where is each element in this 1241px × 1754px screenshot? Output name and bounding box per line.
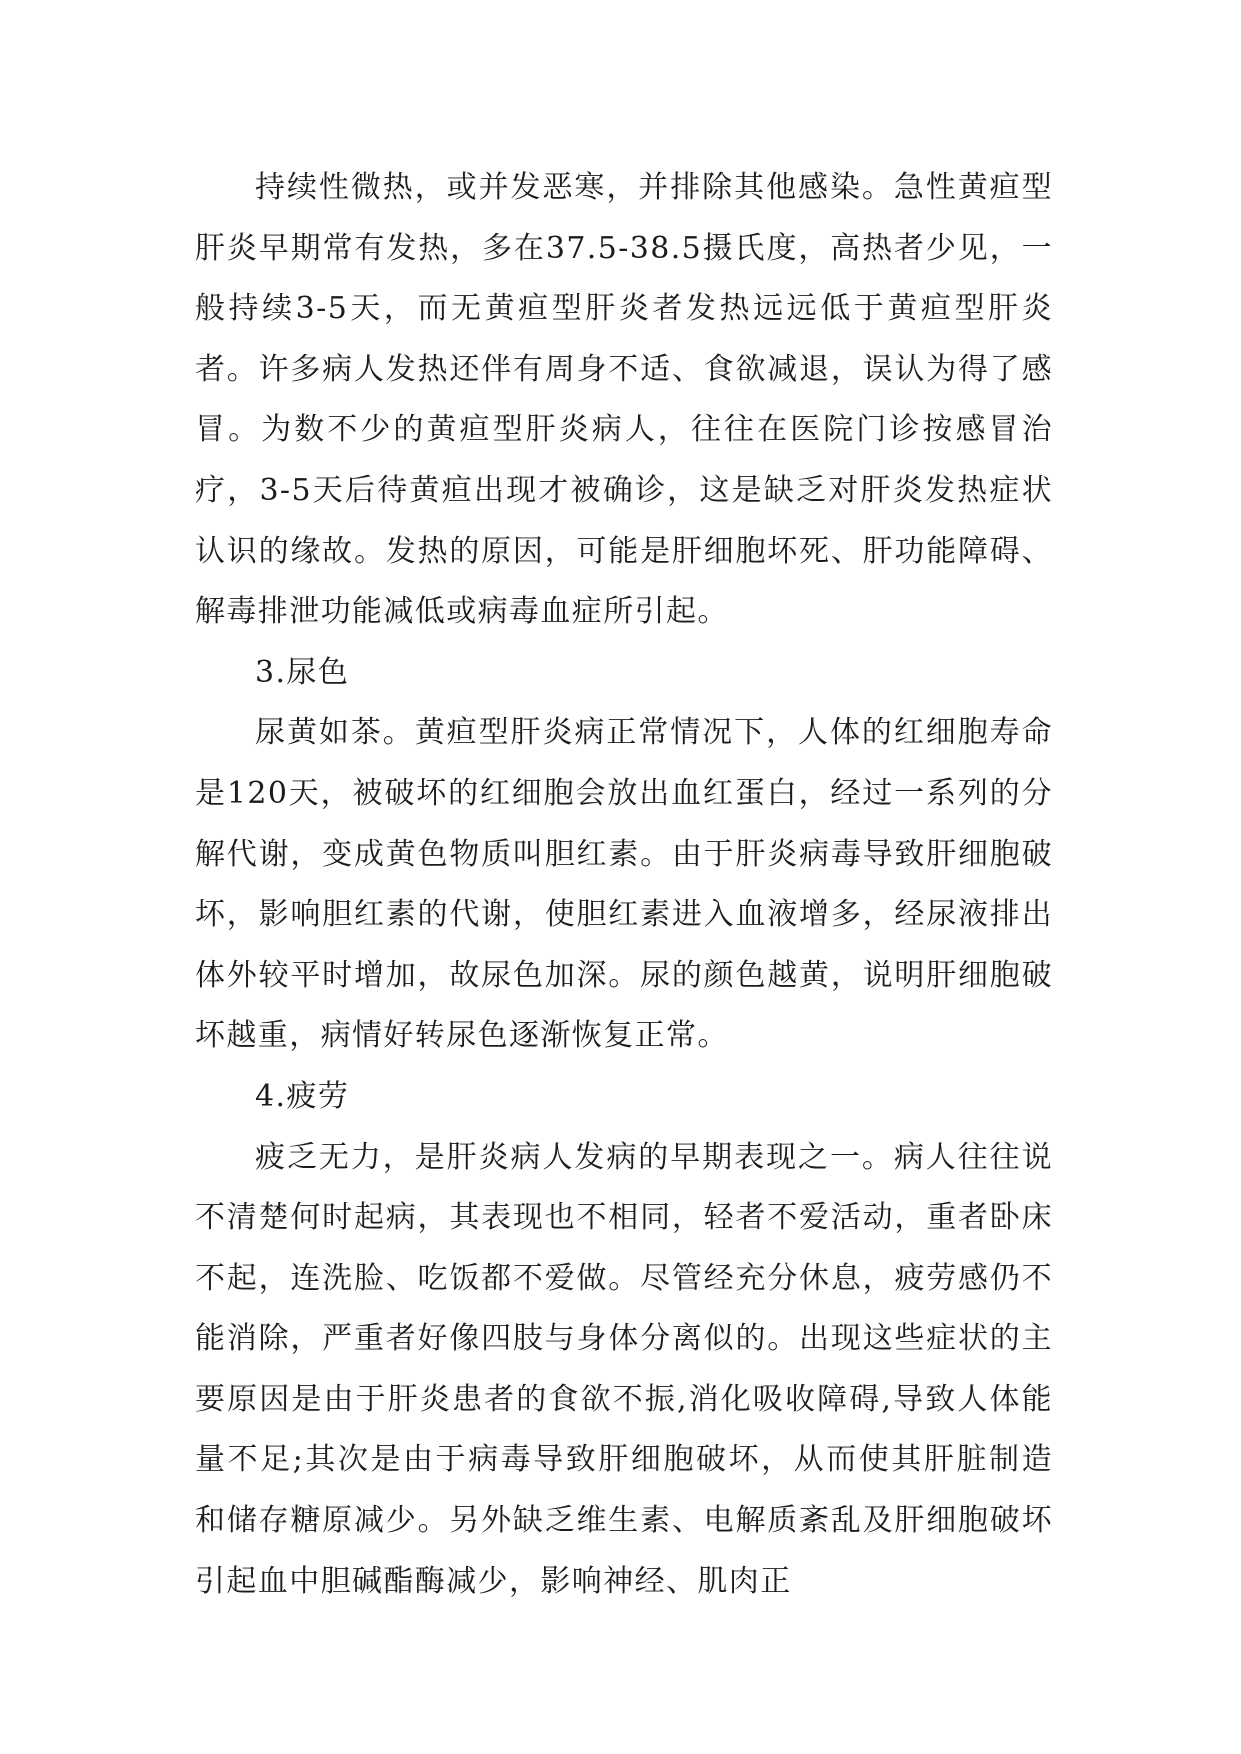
paragraph-fatigue: 疲乏无力，是肝炎病人发病的早期表现之一。病人往往说不清楚何时起病，其表现也不相同，轻者不爱活动，重者卧床不起，连洗脸、吃饭都不爱做。尽管经充分休息，疲劳感仍不能消除，严重者好像四肢与身体分离似的。出现这些症状的主要原因是由于肝炎患者的食欲不振,消化吸收障碍,导致人体能量不足;其次是由于病毒导致肝细胞破坏，从而使其肝脏制造和储存糖原减少。另外缺乏维生素、电解质紊乱及肝细胞破坏引起血中胆碱酯酶减少，影响神经、肌肉正	[195, 1139, 1053, 1599]
paragraph-fever: 持续性微热，或并发恶寒，并排除其他感染。急性黄疸型肝炎早期常有发热，多在37.5-38.5摄氏度，高热者少见，一般持续3-5天，而无黄疸型肝炎者发热远远低于黄疸型肝炎者。许多病人发热还伴有周身不适、食欲减退，误认为得了感冒。为数不少的黄疸型肝炎病人，往往在医院门诊按感冒治疗，3-5天后待黄疸出现才被确诊，这是缺乏对肝炎发热症状认识的缘故。发热的原因，可能是肝细胞坏死、肝功能障碍、解毒排泄功能减低或病毒血症所引起。	[195, 170, 1053, 630]
document-body	[195, 158, 1053, 1612]
section-heading-urine-color: 3.尿色	[255, 654, 350, 690]
paragraph-urine-color: 尿黄如茶。黄疸型肝炎病正常情况下，人体的红细胞寿命是120天，被破坏的红细胞会放出血红蛋白，经过一系列的分解代谢，变成黄色物质叫胆红素。由于肝炎病毒导致肝细胞破坏，影响胆红素的代谢，使胆红素进入血液增多，经尿液排出体外较平时增加，故尿色加深。尿的颜色越黄，说明肝细胞破坏越重，病情好转尿色逐渐恢复正常。	[195, 715, 1053, 1054]
section-heading-fatigue: 4.疲劳	[255, 1078, 350, 1114]
